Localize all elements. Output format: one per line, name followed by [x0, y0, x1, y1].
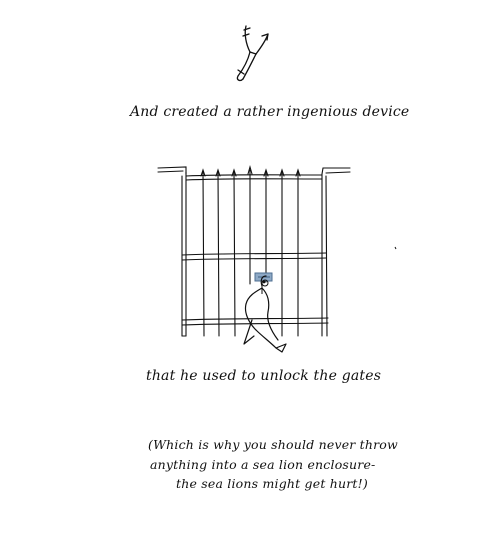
sea-lion	[244, 276, 286, 352]
note-line-1: (Which is why you should never throw	[148, 437, 398, 452]
stray-mark	[395, 247, 396, 249]
fish-sketch	[237, 26, 268, 80]
cage-gate	[158, 167, 350, 336]
caption-created-device: And created a rather ingenious device	[130, 104, 410, 120]
note-line-2: anything into a sea lion enclosure-	[150, 457, 376, 472]
note-line-3: the sea lions might get hurt!)	[176, 476, 368, 491]
caption-unlock-gates: that he used to unlock the gates	[146, 368, 382, 384]
